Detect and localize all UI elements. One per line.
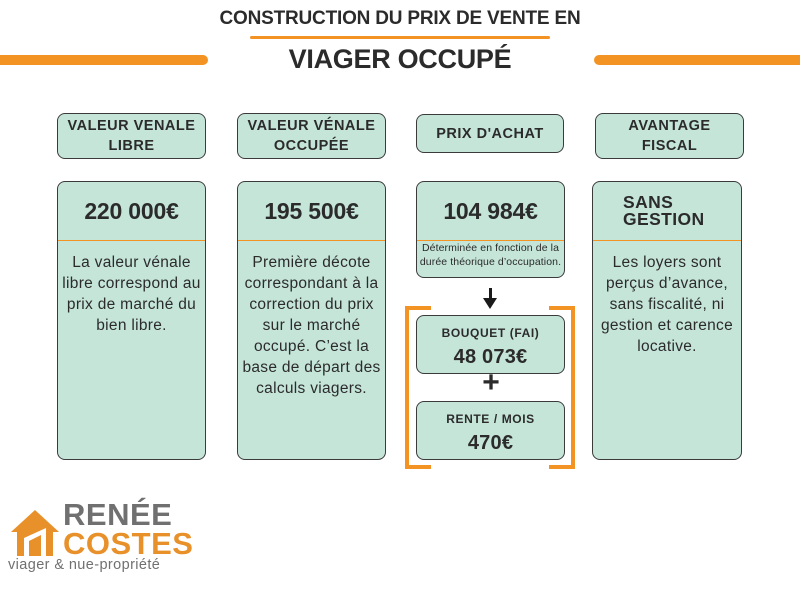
bouquet-value: 48 073€ (453, 346, 528, 368)
logo-name-last: COSTES (63, 526, 194, 561)
arrow-down-icon (483, 298, 497, 309)
card-prix-achat (416, 181, 565, 278)
amount-valeur-venale-occupee: 195 500€ (264, 197, 359, 224)
rente-value: 470€ (467, 432, 514, 454)
amount-avantage-fiscal: SANS GESTION (623, 192, 705, 229)
title-underline (250, 36, 550, 39)
description-prix-achat: Déterminée en fonction de la durée théorique d’occupation. (419, 242, 562, 268)
card-divider (58, 240, 205, 241)
description-avantage-fiscal: Les loyers sont perçus d’avance, sans fiscalité, ni gestion et carence locative. (600, 254, 734, 355)
card-valeur-venale-occupee (237, 181, 386, 460)
card-divider (238, 240, 385, 241)
description-valeur-venale-occupee: Première décote correspondant à la correction du prix sur le marché occupé. C’est la base de départ des calculs viagers. (242, 254, 381, 397)
card-valeur-venale-libre (57, 181, 206, 460)
card-divider (593, 240, 741, 241)
decorative-bar-right (594, 55, 800, 65)
card-divider (417, 240, 564, 241)
heading-valeur-venale-occupee: VALEUR VÉNALE OCCUPÉE (237, 113, 386, 159)
decorative-bar-left (0, 55, 208, 65)
amount-prix-achat: 104 984€ (443, 197, 538, 224)
page-title-line2: VIAGER OCCUPÉ (288, 44, 512, 74)
description-valeur-venale-libre: La valeur vénale libre correspond au prix de marché du bien libre. (62, 254, 201, 334)
logo-tagline: viager & nue-propriété (8, 557, 161, 573)
heading-avantage-fiscal: AVANTAGE FISCAL (595, 113, 744, 159)
heading-valeur-venale-libre: VALEUR VENALE LIBRE (57, 113, 206, 159)
card-rente (416, 401, 565, 460)
logo-name-first: RENÉE (63, 497, 173, 532)
house-logo-icon (7, 504, 63, 560)
heading-prix-achat: PRIX D'ACHAT (416, 114, 564, 153)
bouquet-label: BOUQUET (FAI) (441, 326, 540, 340)
page-title-line1: CONSTRUCTION DU PRIX DE VENTE EN (219, 8, 581, 29)
card-avantage-fiscal (592, 181, 742, 460)
rente-label: RENTE / MOIS (446, 412, 535, 426)
plus-icon: + (482, 366, 500, 399)
amount-valeur-venale-libre: 220 000€ (84, 197, 179, 224)
